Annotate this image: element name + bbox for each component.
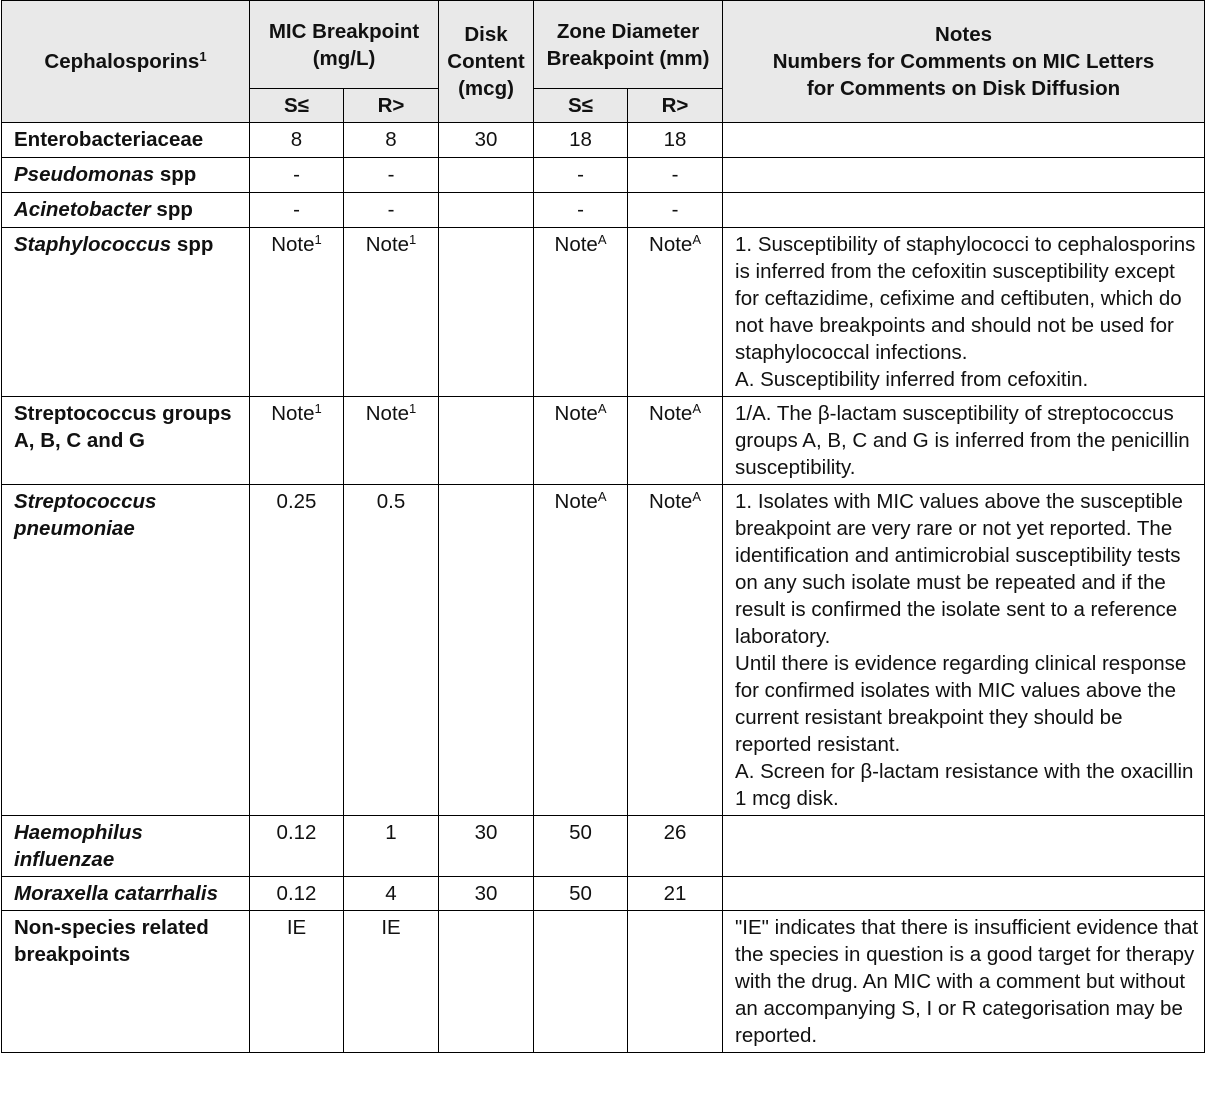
note-superscript: 1 bbox=[314, 232, 322, 247]
cell-value: - bbox=[387, 198, 395, 221]
note-superscript: A bbox=[597, 232, 607, 247]
organism-cell bbox=[2, 816, 250, 877]
table-row bbox=[2, 158, 1205, 193]
organism-cell bbox=[2, 158, 250, 193]
cell-value: IE bbox=[381, 916, 401, 939]
mic-s-cell bbox=[250, 485, 344, 816]
zone-r-cell bbox=[628, 397, 723, 485]
zone-s-cell bbox=[534, 193, 628, 228]
cell-value: 50 bbox=[569, 821, 592, 844]
note-superscript: A bbox=[692, 489, 702, 504]
zone-r-cell bbox=[628, 158, 723, 193]
notes-cell bbox=[723, 158, 1205, 193]
cell-value: 8 bbox=[290, 128, 303, 151]
note-paragraph: 1. Susceptibility of staphylococci to cephalosporins is inferred from the cefoxitin susceptibility except for ceftazidime, cefixime and ceftibuten, which do not have breakpoints and should not be used for staphylococcal infections. bbox=[735, 233, 1196, 364]
disk-cell bbox=[439, 397, 534, 485]
notes-cell bbox=[723, 228, 1205, 397]
table-row bbox=[2, 123, 1205, 158]
mic-s-cell bbox=[250, 193, 344, 228]
note-superscript: A bbox=[692, 401, 702, 416]
notes-cell bbox=[723, 193, 1205, 228]
cell-value: 21 bbox=[663, 882, 687, 905]
notes-cell bbox=[723, 123, 1205, 158]
note-paragraph: 1. Isolates with MIC values above the susceptible breakpoint are very rare or not yet reported. The identification and antimicrobial susceptibility tests on any such isolate must be repeated and if the result is confirmed the isolate sent to a reference laboratory. bbox=[735, 490, 1183, 648]
mic-r-cell bbox=[344, 158, 439, 193]
disk-cell bbox=[439, 158, 534, 193]
table-row bbox=[2, 193, 1205, 228]
organism-text: Streptococcus groups A, B, C and G bbox=[14, 402, 232, 452]
cell-value: - bbox=[577, 198, 584, 221]
cell-value: Note bbox=[554, 402, 598, 425]
cell-value: 4 bbox=[385, 882, 397, 905]
note-superscript: A bbox=[597, 401, 607, 416]
organism-text: spp bbox=[171, 233, 214, 256]
cell-value: 18 bbox=[663, 128, 687, 151]
note-superscript: 1 bbox=[409, 232, 417, 247]
disk-cell bbox=[439, 911, 534, 1053]
header-mic-breakpoint: MIC Breakpoint (mg/L) bbox=[250, 1, 439, 89]
cell-value: Note bbox=[649, 490, 693, 513]
organism-cell bbox=[2, 123, 250, 158]
mic-s-cell bbox=[250, 228, 344, 397]
notes-cell bbox=[723, 485, 1205, 816]
mic-s-cell bbox=[250, 816, 344, 877]
cell-value: - bbox=[671, 198, 679, 221]
note-paragraph: A. Screen for β-lactam resistance with the oxacillin 1 mcg disk. bbox=[735, 760, 1194, 810]
note-superscript: A bbox=[597, 489, 607, 504]
note-paragraph: A. Susceptibility inferred from cefoxitin. bbox=[735, 368, 1089, 391]
note-paragraph: "IE" indicates that there is insufficient evidence that the species in question is a good target for therapy with the drug. An MIC with a comment but without an accompanying S, I or R categorisation may be reported. bbox=[735, 916, 1199, 1047]
cell-value: 0.25 bbox=[276, 490, 317, 513]
header-zone-r: R> bbox=[628, 89, 723, 123]
zone-s-cell bbox=[534, 123, 628, 158]
mic-r-cell bbox=[344, 816, 439, 877]
header-zone-diameter: Zone Diameter Breakpoint (mm) bbox=[534, 1, 723, 89]
breakpoint-table bbox=[1, 0, 1205, 1053]
cell-value: IE bbox=[286, 916, 307, 939]
organism-cell bbox=[2, 877, 250, 911]
cell-value: Note bbox=[649, 233, 693, 256]
cell-value: 8 bbox=[385, 128, 397, 151]
zone-r-cell bbox=[628, 123, 723, 158]
cell-value: 30 bbox=[474, 128, 498, 151]
disk-cell bbox=[439, 193, 534, 228]
note-superscript: 1 bbox=[314, 401, 322, 416]
zone-s-cell bbox=[534, 485, 628, 816]
header-organism: Cephalosporins$^1$ bbox=[2, 1, 250, 123]
cell-value: 0.12 bbox=[276, 821, 317, 844]
header-mic-r: R> bbox=[344, 89, 439, 123]
table-row bbox=[2, 397, 1205, 485]
disk-cell bbox=[439, 123, 534, 158]
mic-r-cell bbox=[344, 911, 439, 1053]
header-zone-s: S≤ bbox=[534, 89, 628, 123]
cell-value: Note bbox=[365, 402, 410, 425]
organism-italic: Acinetobacter bbox=[14, 198, 151, 221]
table-row bbox=[2, 877, 1205, 911]
cell-value: Note bbox=[554, 233, 598, 256]
organism-italic: Pseudomonas bbox=[14, 163, 155, 186]
organism-cell bbox=[2, 397, 250, 485]
mic-r-cell bbox=[344, 193, 439, 228]
mic-r-cell bbox=[344, 397, 439, 485]
zone-s-cell bbox=[534, 911, 628, 1053]
cell-value: 1 bbox=[385, 821, 397, 844]
mic-r-cell bbox=[344, 123, 439, 158]
organism-italic: Moraxella catarrhalis bbox=[14, 882, 218, 905]
mic-s-cell bbox=[250, 397, 344, 485]
mic-s-cell bbox=[250, 158, 344, 193]
cell-value: - bbox=[671, 163, 679, 186]
zone-r-cell bbox=[628, 193, 723, 228]
note-paragraph: Until there is evidence regarding clinical response for confirmed isolates with MIC values above the current resistant breakpoint they should be reported resistant. bbox=[735, 652, 1187, 756]
table-row bbox=[2, 485, 1205, 816]
note-superscript: 1 bbox=[409, 401, 417, 416]
zone-r-cell bbox=[628, 877, 723, 911]
cell-value: Note bbox=[365, 233, 410, 256]
organism-text: Enterobacteriaceae bbox=[14, 128, 204, 151]
cell-value: 18 bbox=[569, 128, 592, 151]
mic-s-cell bbox=[250, 877, 344, 911]
zone-s-cell bbox=[534, 397, 628, 485]
cell-value: - bbox=[293, 163, 300, 186]
organism-cell bbox=[2, 193, 250, 228]
cell-value: 50 bbox=[569, 882, 592, 905]
header-disk-content: Disk Content (mcg) bbox=[439, 1, 534, 123]
organism-cell bbox=[2, 911, 250, 1053]
disk-cell bbox=[439, 228, 534, 397]
organism-text: spp bbox=[150, 198, 193, 221]
organism-cell bbox=[2, 485, 250, 816]
cell-value: 0.5 bbox=[376, 490, 406, 513]
header-mic-s: S≤ bbox=[250, 89, 344, 123]
zone-s-cell bbox=[534, 228, 628, 397]
disk-cell bbox=[439, 816, 534, 877]
cell-value: 30 bbox=[474, 882, 498, 905]
mic-r-cell bbox=[344, 485, 439, 816]
notes-cell bbox=[723, 397, 1205, 485]
notes-cell bbox=[723, 911, 1205, 1053]
organism-italic: Staphylococcus bbox=[14, 233, 172, 256]
organism-text: spp bbox=[154, 163, 197, 186]
cell-value: Note bbox=[271, 233, 315, 256]
cell-value: 26 bbox=[663, 821, 687, 844]
cell-value: 30 bbox=[474, 821, 498, 844]
table-row bbox=[2, 228, 1205, 397]
notes-cell bbox=[723, 877, 1205, 911]
cell-value: - bbox=[293, 198, 300, 221]
zone-r-cell bbox=[628, 911, 723, 1053]
zone-s-cell bbox=[534, 816, 628, 877]
organism-italic: Haemophilus influenzae bbox=[14, 821, 143, 871]
zone-s-cell bbox=[534, 877, 628, 911]
table-row bbox=[2, 816, 1205, 877]
cell-value: - bbox=[387, 163, 395, 186]
cell-value: Note bbox=[554, 490, 598, 513]
cell-value: 0.12 bbox=[276, 882, 317, 905]
zone-r-cell bbox=[628, 228, 723, 397]
cell-value: - bbox=[577, 163, 584, 186]
table-row bbox=[2, 911, 1205, 1053]
organism-cell bbox=[2, 228, 250, 397]
organism-italic: Streptococcus pneumoniae bbox=[14, 490, 157, 540]
cell-value: Note bbox=[649, 402, 693, 425]
mic-r-cell bbox=[344, 228, 439, 397]
mic-s-cell bbox=[250, 123, 344, 158]
zone-s-cell bbox=[534, 158, 628, 193]
mic-r-cell bbox=[344, 877, 439, 911]
organism-text: Non-species related breakpoints bbox=[14, 916, 209, 966]
notes-cell bbox=[723, 816, 1205, 877]
mic-s-cell bbox=[250, 911, 344, 1053]
table-body bbox=[2, 123, 1205, 1053]
zone-r-cell bbox=[628, 485, 723, 816]
disk-cell bbox=[439, 485, 534, 816]
note-paragraph: 1/A. The β-lactam susceptibility of streptococcus groups A, B, C and G is inferred from the penicillin susceptibility. bbox=[735, 402, 1190, 479]
cell-value: Note bbox=[271, 402, 315, 425]
note-superscript: A bbox=[692, 232, 702, 247]
disk-cell bbox=[439, 877, 534, 911]
zone-r-cell bbox=[628, 816, 723, 877]
header-notes: Notes Numbers for Comments on MIC Letters for Comments on Disk Diffusion bbox=[723, 1, 1205, 123]
